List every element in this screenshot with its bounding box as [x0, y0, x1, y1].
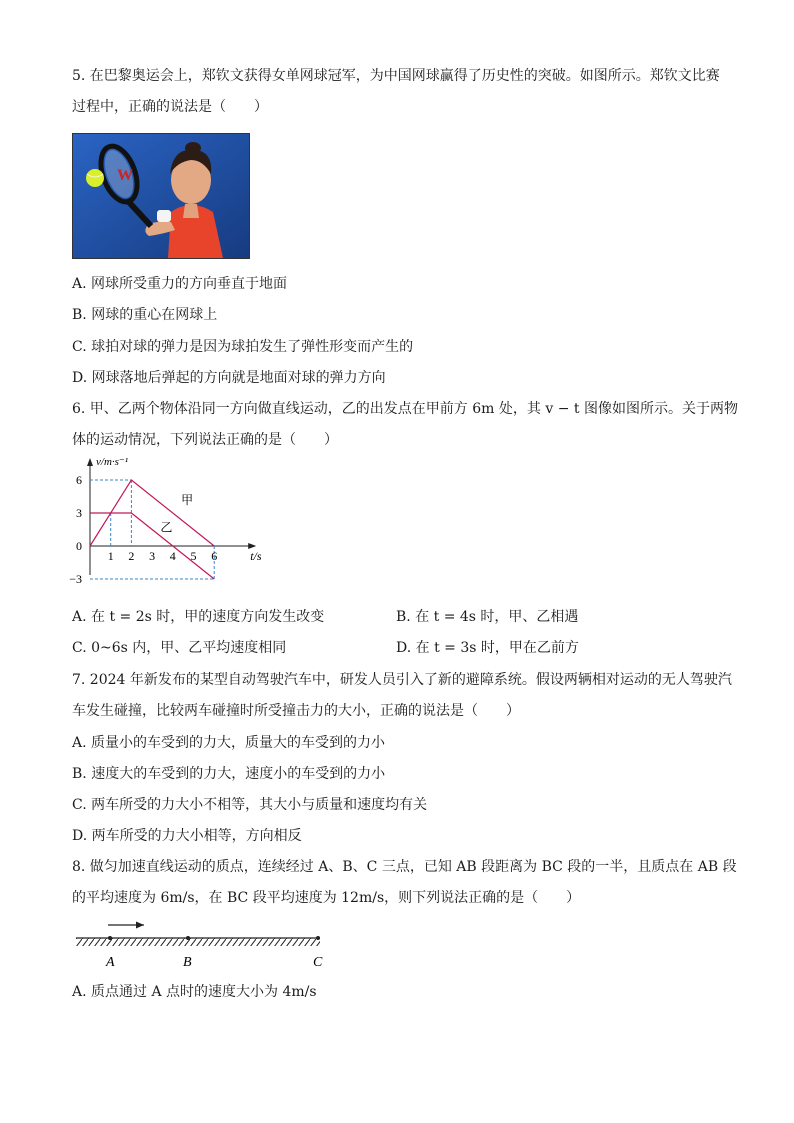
q7-option-b: B. 速度大的车受到的力大，速度小的车受到的力小: [72, 766, 386, 782]
y-tick-label-2: 0: [76, 539, 82, 553]
q5-stem-line1: 5. 在巴黎奥运会上，郑钦文获得女单网球冠军，为中国网球赢得了历史性的突破。如图所示。郑钦文比赛: [72, 68, 720, 84]
series-label-jia: 甲: [181, 493, 194, 508]
q6-option-a: A. 在 t = 2s 时，甲的速度方向发生改变: [72, 609, 325, 625]
q5-stem-line2: 过程中，正确的说法是（ ）: [72, 99, 268, 115]
q5-option-c: C. 球拍对球的弹力是因为球拍发生了弹性形变而产生的: [72, 339, 414, 355]
q6-stem-line2: 体的运动情况，下列说法正确的是（ ）: [72, 432, 338, 448]
q8-option-a: A. 质点通过 A 点时的速度大小为 4m/s: [72, 984, 317, 1000]
label-a: A: [106, 955, 115, 970]
tennis-player-photo: [72, 133, 250, 259]
x-tick-label-6: 6: [211, 549, 218, 563]
x-tick-label-4: 4: [169, 549, 176, 563]
label-b: B: [183, 955, 192, 970]
q5-option-d: D. 网球落地后弹起的方向就是地面对球的弹力方向: [72, 370, 386, 386]
q6-option-d: D. 在 t = 3s 时，甲在乙前方: [396, 640, 579, 656]
series-label-yi: 乙: [160, 520, 173, 535]
point-c: [316, 936, 320, 940]
q7-option-a: A. 质量小的车受到的力大，质量大的车受到的力小: [72, 735, 386, 751]
q8-stem-line2: 的平均速度为 6m/s，在 BC 段平均速度为 12m/s，则下列说法正确的是（ ）: [72, 890, 581, 906]
vt-graph: [68, 455, 278, 600]
q5-option-b: B. 网球的重心在网球上: [72, 307, 218, 323]
x-tick-label-2: 2: [128, 549, 135, 563]
y-tick-label-3: −3: [69, 572, 82, 586]
q6-option-c: C. 0~6s 内，甲、乙平均速度相同: [72, 640, 287, 656]
x-tick-label-5: 5: [190, 549, 197, 563]
q5-option-a: A. 网球所受重力的方向垂直于地面: [72, 276, 288, 292]
y-axis-label: v/m·s⁻¹: [96, 456, 129, 468]
q7-option-c: C. 两车所受的力大小不相等，其大小与质量和速度均有关: [72, 797, 428, 813]
x-axis-label: t/s: [250, 549, 262, 563]
q8-stem-line1: 8. 做匀加速直线运动的质点，连续经过 A、B、C 三点，已知 AB 段距离为 BC 段的一半，且质点在 AB 段: [72, 859, 737, 875]
ground-hatching: [76, 938, 320, 946]
y-axis-arrow: [87, 458, 93, 466]
q6-option-b: B. 在 t = 4s 时，甲、乙相遇: [396, 609, 579, 625]
point-a: [108, 936, 112, 940]
q7-stem-line1: 7. 2024 年新发布的某型自动驾驶汽车中，研发人员引入了新的避障系统。假设两辆相对运动的无人驾驶汽: [72, 672, 732, 688]
x-tick-label-3: 3: [149, 549, 156, 563]
y-tick-label-0: 6: [76, 473, 82, 487]
point-b: [186, 936, 190, 940]
q6-stem-line1: 6. 甲、乙两个物体沿同一方向做直线运动，乙的出发点在甲前方 6m 处，其 v − t 图像如图所示。关于两物: [72, 401, 738, 417]
label-c: C: [313, 955, 323, 970]
q7-option-d: D. 两车所受的力大小相等，方向相反: [72, 828, 302, 844]
y-tick-label-1: 3: [76, 506, 82, 520]
q7-stem-line2: 车发生碰撞，比较两车碰撞时所受撞击力的大小，正确的说法是（ ）: [72, 703, 520, 719]
abc-track-diagram: [70, 915, 340, 975]
x-tick-label-1: 1: [107, 549, 114, 563]
svg-text:W: W: [117, 167, 133, 184]
